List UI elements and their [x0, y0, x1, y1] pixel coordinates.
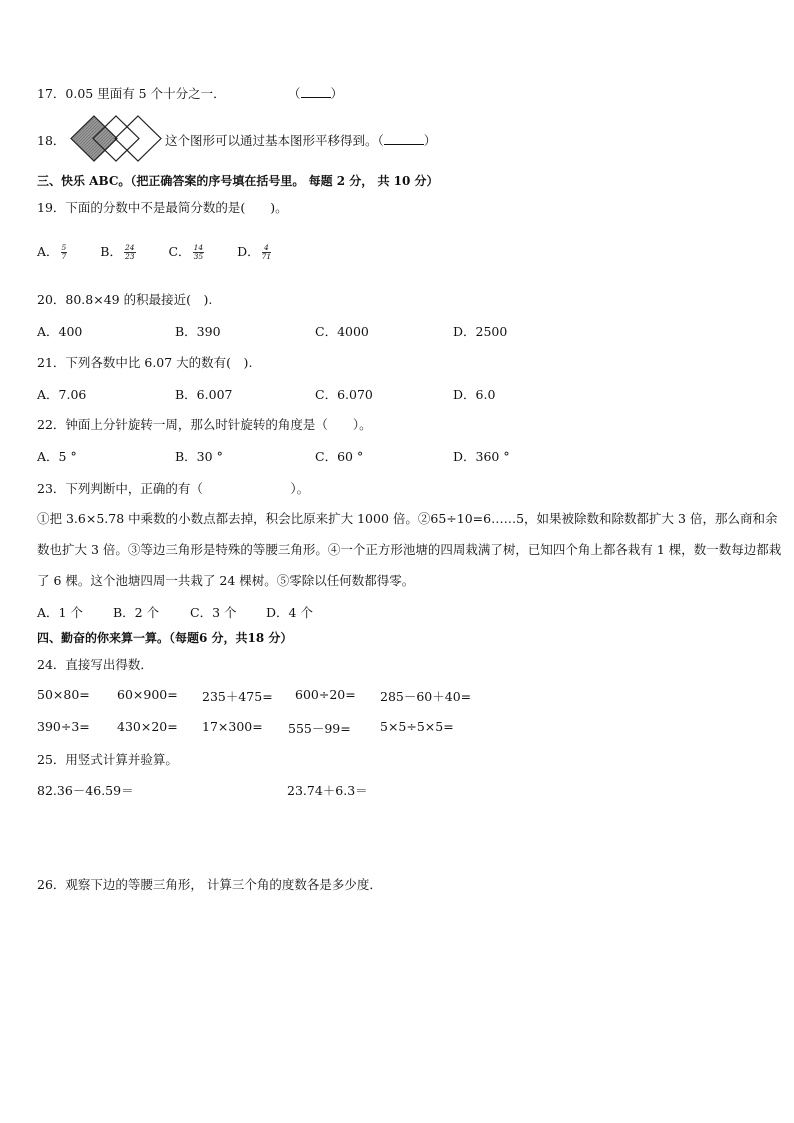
blank-line — [384, 132, 424, 145]
diamond-outline — [115, 116, 161, 161]
paren-right: ） — [330, 86, 344, 101]
question-24-stem: 24．直接写出得数． — [37, 657, 153, 672]
option-d[interactable]: D．6.0 — [453, 387, 496, 402]
option-b[interactable]: B．30 ° — [175, 449, 223, 464]
option-b[interactable]: B．6.007 — [175, 387, 233, 402]
question-25-stem: 25．用竖式计算并验算。 — [37, 752, 178, 767]
question-20-stem: 20．80.8×49 的积最接近( ). — [37, 292, 213, 307]
question-19-stem: 19．下面的分数中不是最简分数的是( )。 — [37, 200, 288, 215]
option-a[interactable]: A．1 个 — [37, 605, 83, 620]
fraction: $\frac{24}{23}$ — [124, 243, 135, 261]
calc-item: 5×5÷5×5= — [380, 719, 454, 734]
vertical-calc-item: 23.74＋6.3＝ — [287, 783, 368, 798]
question-23-stem: 23．下列判断中，正确的有（ ）。 — [37, 481, 310, 496]
fraction: $\frac{4}{71}$ — [261, 243, 272, 261]
diamond-pattern-figure — [70, 115, 162, 162]
section-4-heading: 四、勤奋的你来算一算。（每题6 分，共18 分） — [37, 631, 293, 645]
option-d[interactable]: D．4 个 — [266, 605, 313, 620]
question-18-number: 18． — [37, 133, 66, 148]
question-23-statements: ①把 3.6×5.78 中乘数的小数点都去掉，积会比原来扩大 1000 倍。②65÷10=6……5，如果被除数和除数都扩大 3 倍，那么商和余数也扩大 3 倍。③等边三角形是特殊的等腰三角形。④一个正方形池塘的四周栽满了树，已知四个角上都各栽有 1 棵，数一数每边都栽了 6 棵。这个池塘四周一共栽了 24 棵树。⑤零除以任何数都得零。 — [37, 511, 782, 588]
option-a[interactable]: A．5 ° — [37, 449, 77, 464]
question-text: 这个图形可以通过基本图形平移得到。 — [165, 133, 378, 148]
option-c[interactable]: C． $\frac{14}{35}$ — [168, 243, 204, 261]
option-a[interactable]: A． $\frac{5}{7}$ — [37, 243, 67, 261]
calc-item: 600÷20= — [295, 687, 356, 702]
answer-blank-17[interactable] — [288, 84, 343, 102]
option-d[interactable]: D．360 ° — [453, 449, 510, 464]
paren-left: （ — [288, 86, 301, 101]
option-a[interactable]: A．400 — [37, 324, 83, 339]
option-d[interactable]: D．2500 — [453, 324, 508, 339]
calc-item: 60×900= — [117, 687, 178, 702]
question-number: 17． — [37, 86, 66, 101]
option-c[interactable]: C．60 ° — [315, 449, 364, 464]
option-c[interactable]: C．4000 — [315, 324, 369, 339]
vertical-calc-item: 82.36－46.59＝ — [37, 783, 134, 798]
blank-line — [301, 85, 331, 98]
calc-item: 555－99= — [288, 721, 351, 736]
question-21-stem: 21．下列各数中比 6.07 大的数有( ). — [37, 355, 253, 370]
question-19-options — [37, 240, 274, 264]
fraction: $\frac{5}{7}$ — [61, 243, 67, 261]
calc-item: 390÷3= — [37, 719, 90, 734]
question-17 — [37, 84, 226, 102]
shaded-diamond — [71, 116, 117, 161]
question-text: 0.05 里面有 5 个十分之一． — [65, 86, 226, 101]
option-c[interactable]: C．6.070 — [315, 387, 373, 402]
question-26-stem: 26．观察下边的等腰三角形， 计算三个角的度数各是多少度． — [37, 877, 382, 892]
answer-blank-18[interactable] — [378, 133, 437, 148]
paren-right: ） — [423, 133, 437, 148]
calc-item: 285－60＋40= — [380, 689, 472, 704]
option-b[interactable]: B．390 — [175, 324, 221, 339]
option-a[interactable]: A．7.06 — [37, 387, 87, 402]
section-3-heading: 三、快乐 ABC。（把正确答案的序号填在括号里。 每题 2 分， 共 10 分） — [37, 174, 439, 188]
calc-item: 430×20= — [117, 719, 178, 734]
calc-item: 50×80= — [37, 687, 90, 702]
question-22-stem: 22．钟面上分针旋转一周，那么时针旋转的角度是（ ）。 — [37, 417, 372, 432]
option-b[interactable]: B．2 个 — [113, 605, 160, 620]
option-d[interactable]: D． $\frac{4}{71}$ — [237, 243, 272, 261]
option-c[interactable]: C．3 个 — [190, 605, 237, 620]
paren-left: （ — [377, 133, 384, 148]
fraction: $\frac{14}{35}$ — [193, 243, 204, 261]
question-18 — [165, 131, 436, 149]
calc-item: 235＋475= — [202, 689, 273, 704]
option-b[interactable]: B． $\frac{24}{23}$ — [100, 243, 135, 261]
calc-item: 17×300= — [202, 719, 263, 734]
